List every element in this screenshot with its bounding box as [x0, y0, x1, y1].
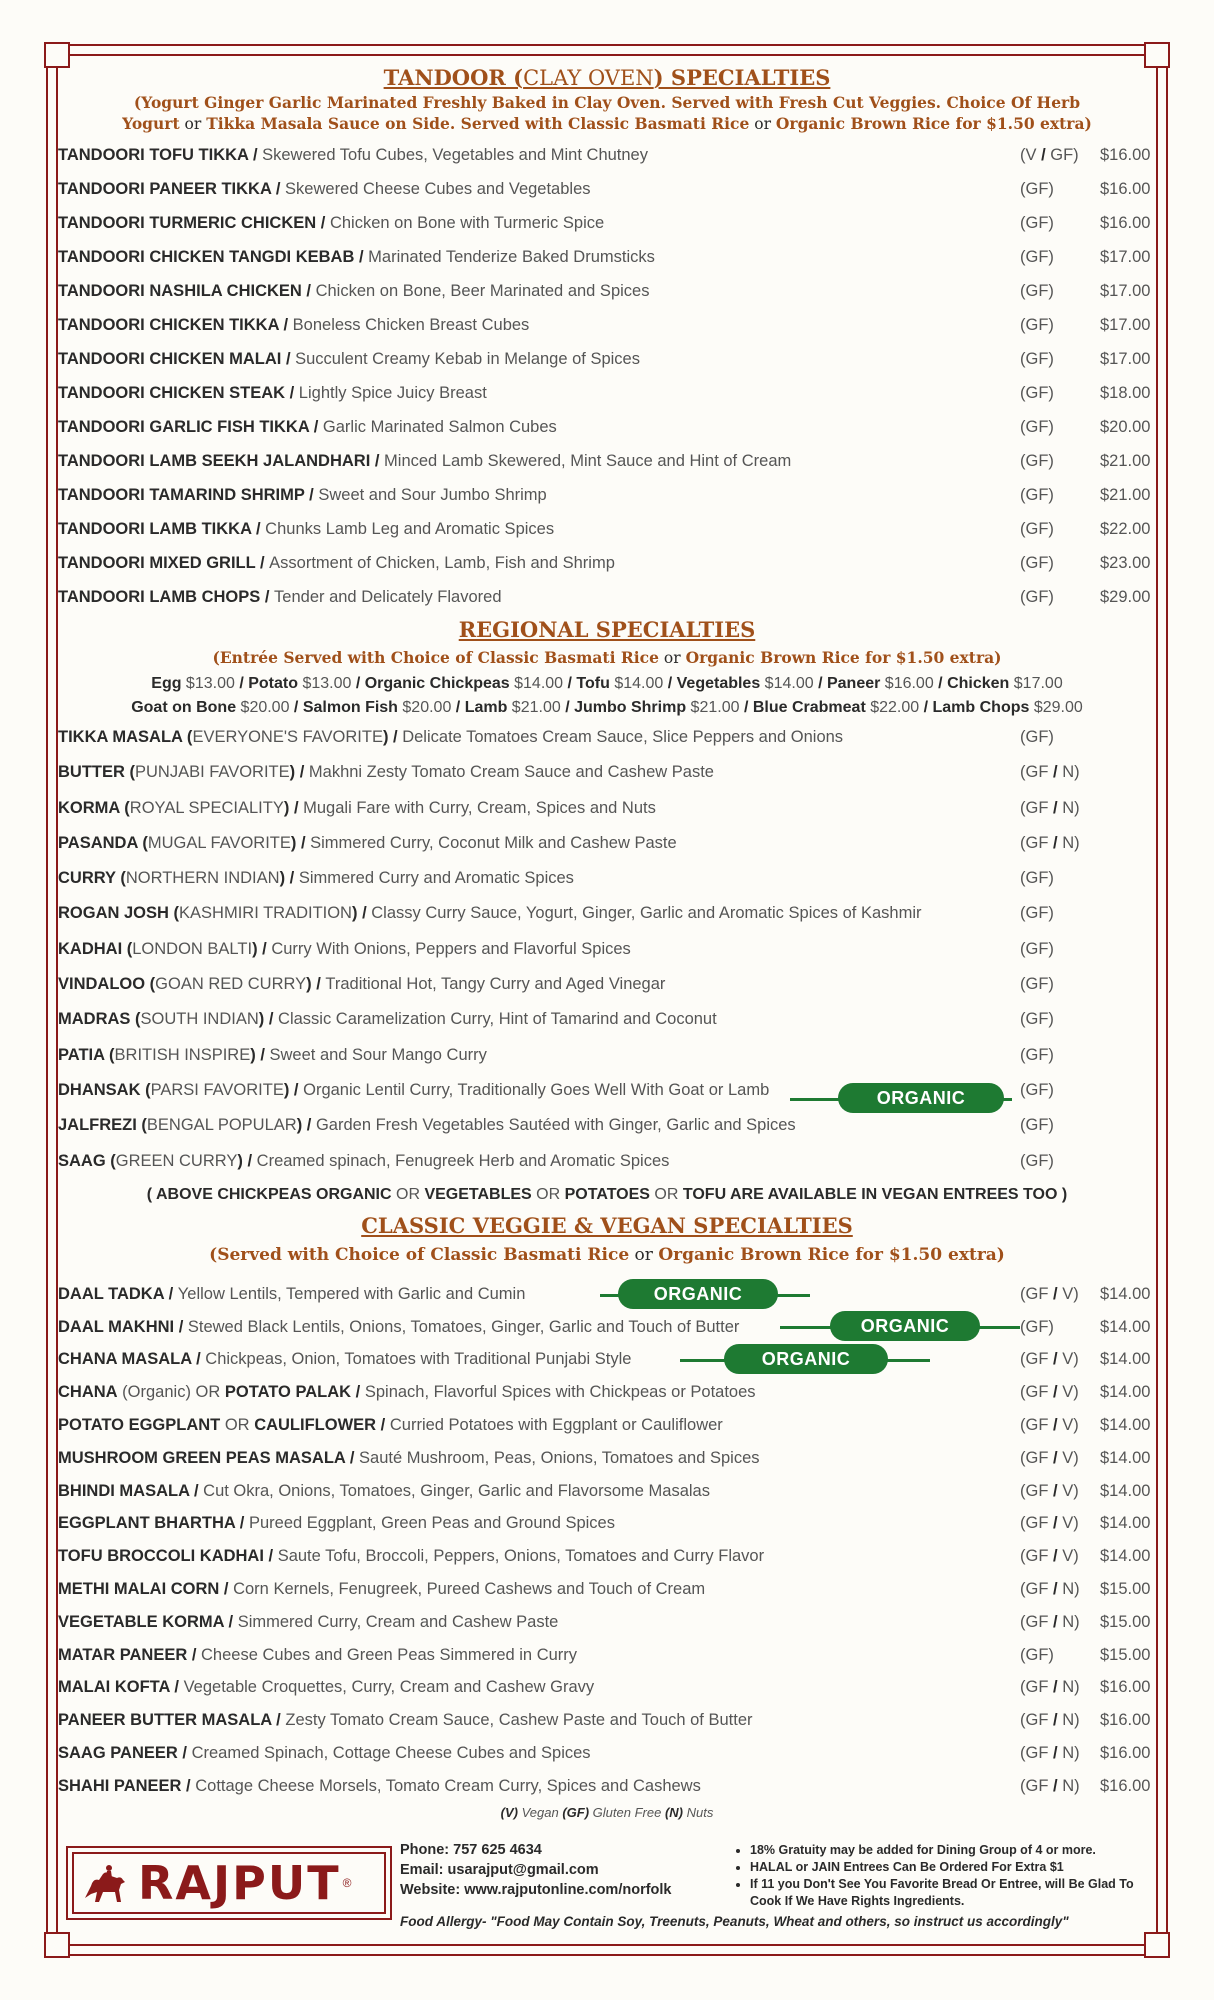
- item-description: Boneless Chicken Breast Cubes: [292, 316, 530, 334]
- diet-tag: (GF): [1020, 520, 1054, 538]
- item-description: Chicken on Bone, Beer Marinated and Spices: [315, 282, 650, 300]
- diet-tag: (GF): [1020, 939, 1054, 958]
- menu-item: MADRAS (SOUTH INDIAN) / Classic Caramelization Curry, Hint of Tamarind and Coconut (GF): [58, 1002, 1156, 1037]
- legend-key: (V): [500, 1804, 518, 1820]
- menu-item: TANDOORI LAMB CHOPS / Tender and Delicately Flavored (GF) $29.00: [58, 580, 1156, 614]
- item-name: MADRAS (: [58, 1010, 141, 1029]
- item-name: VINDALOO (: [58, 975, 156, 994]
- item-price: $17.00: [1100, 316, 1151, 334]
- item-name: KADHAI (: [58, 939, 133, 958]
- item-name: DAAL MAKHNI: [58, 1317, 175, 1336]
- tandoor-title: TANDOOR (CLAY OVEN) SPECIALTIES: [383, 65, 831, 90]
- diet-tag: (GF / V): [1020, 1547, 1079, 1566]
- item-style: ROYAL SPECIALITY: [129, 798, 284, 817]
- policy-notes: [734, 1842, 1154, 1910]
- item-description: Simmered Curry and Aromatic Spices: [298, 869, 574, 888]
- item-description: Spinach, Flavorful Spices with Chickpeas or Potatoes: [364, 1383, 756, 1402]
- item-name: SAAG PANEER: [58, 1744, 178, 1763]
- item-name: PANEER BUTTER MASALA: [58, 1711, 272, 1730]
- regional-subtitle: (Entrée Served with Choice of Classic Basmati Rice or Organic Brown Rice for $1.50 extra): [212, 648, 1002, 667]
- item-description: Mugali Fare with Curry, Cream, Spices and Nuts: [303, 798, 656, 817]
- diet-tag: (GF / N): [1020, 1744, 1080, 1763]
- item-name: MATAR PANEER: [58, 1645, 188, 1664]
- item-style: KASHMIRI TRADITION: [179, 904, 352, 923]
- item-description: Simmered Curry, Cream and Cashew Paste: [237, 1612, 559, 1631]
- protein-price: $20.00: [236, 699, 290, 716]
- item-name: TANDOORI LAMB SEEKH JALANDHARI: [58, 452, 371, 470]
- item-description: Tender and Delicately Flavored: [274, 588, 502, 606]
- note-item: • 18% Gratuity may be added for Dining Group of 4 or more.: [750, 1842, 1154, 1859]
- item-price: $14.00: [1100, 1350, 1151, 1369]
- item-description: Chickpeas, Onion, Tomatoes with Traditional Punjabi Style: [205, 1350, 632, 1369]
- protein-price: $14.00: [609, 675, 664, 692]
- organic-badge: ORGANIC: [838, 1083, 1004, 1113]
- menu-item: TANDOORI TAMARIND SHRIMP / Sweet and Sour Jumbo Shrimp (GF) $21.00: [58, 478, 1156, 512]
- item-name: PATIA (: [58, 1045, 115, 1064]
- diet-tag: (GF): [1020, 214, 1054, 232]
- menu-item: TANDOORI NASHILA CHICKEN / Chicken on Bone, Beer Marinated and Spices (GF) $17.00: [58, 274, 1156, 308]
- diet-tag: (GF / N): [1020, 1776, 1080, 1795]
- diet-tag: (GF): [1020, 350, 1054, 368]
- item-name: JALFREZI (: [58, 1116, 147, 1135]
- menu-item: PASANDA (MUGAL FAVORITE) / Simmered Curry, Coconut Milk and Cashew Paste (GF / N): [58, 826, 1156, 861]
- item-price: $22.00: [1100, 520, 1151, 538]
- item-name: MUSHROOM GREEN PEAS MASALA: [58, 1448, 346, 1467]
- menu-item: PANEER BUTTER MASALA / Zesty Tomato Cream Sauce, Cashew Paste and Touch of Butter (GF / N) $16.00: [58, 1704, 1156, 1737]
- item-description: Cut Okra, Onions, Tomatoes, Ginger, Garlic and Flavorsome Masalas: [203, 1481, 710, 1500]
- item-name: PASANDA (: [58, 833, 148, 852]
- diet-tag: (GF): [1020, 1045, 1054, 1064]
- diet-tag: (GF): [1020, 180, 1054, 198]
- protein-name: Tofu: [576, 675, 610, 692]
- menu-item: DHANSAK (PARSI FAVORITE) / Organic Lentil Curry, Traditionally Goes Well With Goat or Lamb (GF): [58, 1073, 1156, 1108]
- item-description: Creamed Spinach, Cottage Cheese Cubes and Spices: [191, 1744, 591, 1763]
- diet-tag: (GF): [1020, 418, 1054, 436]
- item-price: $16.00: [1100, 214, 1151, 232]
- item-price: $14.00: [1100, 1317, 1151, 1336]
- item-price: $14.00: [1100, 1514, 1151, 1533]
- diet-tag: (GF): [1020, 452, 1054, 470]
- item-style: NORTHERN INDIAN: [125, 869, 280, 888]
- protein-name: Goat on Bone: [131, 699, 237, 716]
- menu-item: METHI MALAI CORN / Corn Kernels, Fenugreek, Pureed Cashews and Touch of Cream (GF / N) $15.00: [58, 1573, 1156, 1606]
- tandoor-subtitle: (Yogurt Ginger Garlic Marinated Freshly Baked in Clay Oven. Served with Fresh Cut Veggies. Choice Of Herb Yogurt or Tikka Masala Sauce on Side. Served with Classic Basmati Rice or Organic Brown Rice for $1.50 extra): [122, 93, 1092, 133]
- item-description: Skewered Tofu Cubes, Vegetables and Mint Chutney: [262, 146, 648, 164]
- item-description: Minced Lamb Skewered, Mint Sauce and Hint of Cream: [384, 452, 792, 470]
- menu-item: VINDALOO (GOAN RED CURRY) / Traditional Hot, Tangy Curry and Aged Vinegar (GF): [58, 967, 1156, 1002]
- item-name: EGGPLANT BHARTHA: [58, 1514, 236, 1533]
- menu-item: MUSHROOM GREEN PEAS MASALA / Sauté Mushroom, Peas, Onions, Tomatoes and Spices (GF / V) $14.00: [58, 1442, 1156, 1475]
- item-name: TANDOORI CHICKEN STEAK: [58, 384, 286, 402]
- item-name: TANDOORI CHICKEN TIKKA: [58, 316, 279, 334]
- protein-prices-line-1: Egg $13.00 / Potato $13.00 / Organic Chickpeas $14.00 / Tofu $14.00 / Vegetables $14.00 / Paneer $16.00 / Chicken $17.00: [151, 675, 1063, 692]
- item-name: TANDOORI LAMB CHOPS: [58, 588, 261, 606]
- note-item: • HALAL or JAIN Entrees Can Be Ordered For Extra $1: [750, 1859, 1154, 1876]
- item-name: TIKKA MASALA (: [58, 728, 193, 746]
- item-description: Yellow Lentils, Tempered with Garlic and Cumin: [177, 1284, 526, 1303]
- item-description: Cheese Cubes and Green Peas Simmered in Curry: [201, 1645, 578, 1664]
- protein-name: Organic Chickpeas: [364, 675, 510, 692]
- item-price: $16.00: [1100, 1678, 1151, 1697]
- diet-tag: (GF / V): [1020, 1350, 1079, 1369]
- diet-tag: (GF / N): [1020, 763, 1080, 782]
- diet-tag: (GF / V): [1020, 1514, 1079, 1533]
- logo-wordmark: RAJPUT: [138, 1856, 341, 1910]
- regional-section: [58, 616, 1156, 1207]
- item-name: CHANA MASALA: [58, 1350, 192, 1369]
- item-description: Chicken on Bone with Turmeric Spice: [329, 214, 605, 232]
- item-price: $21.00: [1100, 486, 1151, 504]
- registered-mark: ®: [342, 1876, 352, 1890]
- veggie-section: [58, 1212, 1156, 1823]
- menu-item: SAAG (GREEN CURRY) / Creamed spinach, Fenugreek Herb and Aromatic Spices (GF): [58, 1144, 1156, 1179]
- diet-tag: (GF): [1020, 316, 1054, 334]
- menu-item: BUTTER (PUNJABI FAVORITE) / Makhni Zesty Tomato Cream Sauce and Cashew Paste (GF / N): [58, 755, 1156, 790]
- menu-item: TANDOORI TURMERIC CHICKEN / Chicken on Bone with Turmeric Spice (GF) $16.00: [58, 206, 1156, 240]
- item-price: $16.00: [1100, 180, 1151, 198]
- menu-item: POTATO EGGPLANT OR CAULIFLOWER / Curried Potatoes with Eggplant or Cauliflower (GF / V) $14.00: [58, 1409, 1156, 1442]
- item-description: Classy Curry Sauce, Yogurt, Ginger, Garlic and Aromatic Spices of Kashmir: [371, 904, 922, 923]
- protein-price: $16.00: [880, 675, 934, 692]
- diet-tag: (GF / N): [1020, 1580, 1080, 1599]
- menu-item: BHINDI MASALA / Cut Okra, Onions, Tomatoes, Ginger, Garlic and Flavorsome Masalas (GF / V) $14.00: [58, 1475, 1156, 1508]
- protein-price: $13.00: [298, 675, 352, 692]
- phone[interactable]: Phone: 757 625 4634: [400, 1842, 542, 1858]
- item-name: TANDOORI NASHILA CHICKEN: [58, 282, 302, 300]
- vegan-availability-note: ( ABOVE CHICKPEAS ORGANIC OR VEGETABLES OR POTATOES OR TOFU ARE AVAILABLE IN VEGAN ENTREES TOO ): [146, 1185, 1068, 1203]
- menu-content: [58, 64, 1156, 1823]
- item-style: GREEN CURRY: [115, 1151, 238, 1170]
- protein-name: Potato: [248, 675, 298, 692]
- protein-name: Jumbo Shrimp: [574, 699, 687, 716]
- diet-tag: (GF): [1020, 1080, 1054, 1099]
- menu-item: SHAHI PANEER / Cottage Cheese Morsels, Tomato Cream Curry, Spices and Cashews (GF / N) $16.00: [58, 1770, 1156, 1803]
- protein-price: $22.00: [865, 699, 920, 716]
- regional-title: REGIONAL SPECIALTIES: [458, 617, 756, 642]
- protein-price: $20.00: [397, 699, 452, 716]
- item-description: Classic Caramelization Curry, Hint of Tamarind and Coconut: [278, 1010, 717, 1029]
- diet-tag: (GF / N): [1020, 833, 1080, 852]
- protein-name: Paneer: [826, 675, 881, 692]
- item-name: TOFU BROCCOLI KADHAI: [58, 1547, 264, 1566]
- menu-item: CHANA (Organic) OR POTATO PALAK / Spinach, Flavorful Spices with Chickpeas or Potatoes (GF / V) $14.00: [58, 1376, 1156, 1409]
- menu-item: TANDOORI GARLIC FISH TIKKA / Garlic Marinated Salmon Cubes (GF) $20.00: [58, 410, 1156, 444]
- diet-tag: (GF / N): [1020, 1612, 1080, 1631]
- item-price: $17.00: [1100, 282, 1151, 300]
- protein-name: Blue Crabmeat: [752, 699, 866, 716]
- email[interactable]: Email: usarajput@gmail.com: [400, 1862, 599, 1878]
- menu-item: EGGPLANT BHARTHA / Pureed Eggplant, Green Peas and Ground Spices (GF / V) $14.00: [58, 1507, 1156, 1540]
- diet-tag: (GF): [1020, 384, 1054, 402]
- item-price: $16.00: [1100, 1711, 1151, 1730]
- item-description: Garden Fresh Vegetables Sautéed with Ginger, Garlic and Spices: [315, 1116, 796, 1135]
- diet-tag: (GF): [1020, 248, 1054, 266]
- diet-tag: (GF): [1020, 554, 1054, 572]
- item-price: $14.00: [1100, 1416, 1151, 1435]
- menu-item: TANDOORI TOFU TIKKA / Skewered Tofu Cubes, Vegetables and Mint Chutney (V / GF) $16.00: [58, 138, 1156, 172]
- diet-tag: (GF / V): [1020, 1383, 1079, 1402]
- item-description: Garlic Marinated Salmon Cubes: [322, 418, 557, 436]
- diet-tag: (GF): [1020, 904, 1054, 923]
- menu-item: PATIA (BRITISH INSPIRE) / Sweet and Sour Mango Curry (GF): [58, 1038, 1156, 1073]
- menu-item: JALFREZI (BENGAL POPULAR) / Garden Fresh Vegetables Sautéed with Ginger, Garlic and Spices (GF): [58, 1108, 1156, 1143]
- item-description: Chunks Lamb Leg and Aromatic Spices: [265, 520, 555, 538]
- item-description: Sauté Mushroom, Peas, Onions, Tomatoes and Spices: [359, 1448, 760, 1467]
- item-style: EVERYONE'S FAVORITE: [192, 728, 383, 746]
- menu-item: DAAL TADKA / Yellow Lentils, Tempered with Garlic and Cumin (GF / V) $14.00: [58, 1278, 1156, 1311]
- item-name: CAULIFLOWER: [254, 1416, 377, 1435]
- veggie-subtitle: (Served with Choice of Classic Basmati Rice or Organic Brown Rice for $1.50 extra): [209, 1244, 1005, 1265]
- diet-tag: (GF / V): [1020, 1284, 1079, 1303]
- menu-item: TANDOORI CHICKEN MALAI / Succulent Creamy Kebab in Melange of Spices (GF) $17.00: [58, 342, 1156, 376]
- item-style: PARSI FAVORITE: [150, 1080, 284, 1099]
- item-description: Pureed Eggplant, Green Peas and Ground Spices: [248, 1514, 615, 1533]
- diet-tag: (GF / V): [1020, 1416, 1079, 1435]
- menu-item: TIKKA MASALA (EVERYONE'S FAVORITE) / Delicate Tomatoes Cream Sauce, Slice Peppers and Onions (GF): [58, 720, 1156, 755]
- diet-tag: (GF): [1020, 1317, 1054, 1336]
- diet-tag: (GF): [1020, 1010, 1054, 1029]
- menu-item: KORMA (ROYAL SPECIALITY) / Mugali Fare with Curry, Cream, Spices and Nuts (GF / N): [58, 791, 1156, 826]
- item-price: $14.00: [1100, 1547, 1151, 1566]
- item-name: TANDOORI TURMERIC CHICKEN: [58, 214, 317, 232]
- item-style: BENGAL POPULAR: [146, 1116, 297, 1135]
- item-description: Lightly Spice Juicy Breast: [298, 384, 487, 402]
- item-style: BRITISH INSPIRE: [114, 1045, 251, 1064]
- item-description: Cottage Cheese Morsels, Tomato Cream Curry, Spices and Cashews: [195, 1776, 701, 1795]
- menu-item: TANDOORI LAMB TIKKA / Chunks Lamb Leg and Aromatic Spices (GF) $22.00: [58, 512, 1156, 546]
- menu-item: TANDOORI PANEER TIKKA / Skewered Cheese Cubes and Vegetables (GF) $16.00: [58, 172, 1156, 206]
- tandoor-list: [58, 138, 1156, 614]
- protein-name: Lamb: [464, 699, 508, 716]
- menu-item: TOFU BROCCOLI KADHAI / Saute Tofu, Broccoli, Peppers, Onions, Tomatoes and Curry Flavor (GF / V) $14.00: [58, 1540, 1156, 1573]
- item-description: Creamed spinach, Fenugreek Herb and Aromatic Spices: [256, 1151, 670, 1170]
- item-price: $16.00: [1100, 1776, 1151, 1795]
- menu-item: VEGETABLE KORMA / Simmered Curry, Cream and Cashew Paste (GF / N) $15.00: [58, 1606, 1156, 1639]
- item-price: $21.00: [1100, 452, 1151, 470]
- footer: [66, 1840, 1156, 1936]
- item-style: GOAN RED CURRY: [155, 975, 307, 994]
- menu-item: TANDOORI LAMB SEEKH JALANDHARI / Minced Lamb Skewered, Mint Sauce and Hint of Cream (GF) $21.00: [58, 444, 1156, 478]
- protein-price: $21.00: [507, 699, 561, 716]
- item-name: MALAI KOFTA: [58, 1678, 170, 1697]
- menu-item: CURRY (NORTHERN INDIAN) / Simmered Curry and Aromatic Spices (GF): [58, 861, 1156, 896]
- organic-badge: ORGANIC: [724, 1344, 888, 1374]
- item-name: TANDOORI TOFU TIKKA: [58, 146, 249, 164]
- item-name: TANDOORI TAMARIND SHRIMP: [58, 486, 305, 504]
- diet-tag: (V / GF): [1020, 146, 1079, 164]
- item-name: VEGETABLE KORMA: [58, 1612, 224, 1631]
- organic-badge: ORGANIC: [618, 1279, 778, 1309]
- legend-key: (N): [664, 1804, 683, 1820]
- menu-item: SAAG PANEER / Creamed Spinach, Cottage Cheese Cubes and Spices (GF / N) $16.00: [58, 1737, 1156, 1770]
- item-name: POTATO EGGPLANT: [58, 1416, 221, 1435]
- rajput-logo: [66, 1846, 392, 1920]
- diet-tag: (GF / N): [1020, 798, 1080, 817]
- item-name: TANDOORI CHICKEN TANGDI KEBAB: [58, 248, 355, 266]
- item-name: BHINDI MASALA: [58, 1481, 190, 1500]
- menu-item: TANDOORI MIXED GRILL / Assortment of Chicken, Lamb, Fish and Shrimp (GF) $23.00: [58, 546, 1156, 580]
- item-style: MUGAL FAVORITE: [147, 833, 291, 852]
- diet-tag: (GF): [1020, 282, 1054, 300]
- diet-legend: (V) Vegan (GF) Gluten Free (N) Nuts: [500, 1804, 714, 1820]
- item-description: Zesty Tomato Cream Sauce, Cashew Paste and Touch of Butter: [285, 1711, 753, 1730]
- item-style: SOUTH INDIAN: [140, 1010, 259, 1029]
- item-description: Delicate Tomatoes Cream Sauce, Slice Peppers and Onions: [402, 728, 844, 746]
- menu-item: TANDOORI CHICKEN STEAK / Lightly Spice Juicy Breast (GF) $18.00: [58, 376, 1156, 410]
- item-price: $14.00: [1100, 1448, 1151, 1467]
- diet-tag: (GF): [1020, 869, 1054, 888]
- item-description: Traditional Hot, Tangy Curry and Aged Vinegar: [325, 975, 666, 994]
- item-name: TANDOORI LAMB TIKKA: [58, 520, 252, 538]
- item-name: TANDOORI MIXED GRILL: [58, 554, 256, 572]
- item-description: Succulent Creamy Kebab in Melange of Spices: [295, 350, 640, 368]
- item-price: $15.00: [1100, 1612, 1151, 1631]
- tandoor-section: [58, 64, 1156, 614]
- diet-tag: (GF): [1020, 486, 1054, 504]
- diet-tag: (GF / V): [1020, 1481, 1079, 1500]
- protein-price: $17.00: [1009, 675, 1063, 692]
- item-price: $17.00: [1100, 350, 1151, 368]
- item-name: CURRY (: [58, 869, 126, 888]
- item-price: $16.00: [1100, 1744, 1151, 1763]
- contact-info: [400, 1840, 672, 1900]
- diet-tag: (GF / V): [1020, 1448, 1079, 1467]
- item-name: TANDOORI CHICKEN MALAI: [58, 350, 282, 368]
- item-name: DHANSAK (: [58, 1080, 151, 1099]
- diet-tag: (GF): [1020, 1645, 1054, 1664]
- protein-price: $21.00: [686, 699, 740, 716]
- organic-badge: ORGANIC: [830, 1311, 980, 1341]
- item-price: $16.00: [1100, 146, 1151, 164]
- diet-tag: (GF / N): [1020, 1678, 1080, 1697]
- item-description: Vegetable Croquettes, Curry, Cream and Cashew Gravy: [183, 1678, 595, 1697]
- item-description: Marinated Tenderize Baked Drumsticks: [368, 248, 655, 266]
- item-description: Simmered Curry, Coconut Milk and Cashew Paste: [310, 833, 677, 852]
- item-description: Sweet and Sour Jumbo Shrimp: [318, 486, 547, 504]
- diet-tag: (GF): [1020, 588, 1054, 606]
- protein-price: $14.00: [509, 675, 564, 692]
- item-description: Makhni Zesty Tomato Cream Sauce and Cashew Paste: [308, 763, 714, 782]
- item-price: $14.00: [1100, 1481, 1151, 1500]
- menu-item: MATAR PANEER / Cheese Cubes and Green Peas Simmered in Curry (GF) $15.00: [58, 1639, 1156, 1672]
- protein-price: $14.00: [760, 675, 814, 692]
- item-name: TANDOORI PANEER TIKKA: [58, 180, 272, 198]
- item-description: Organic Lentil Curry, Traditionally Goes Well With Goat or Lamb: [303, 1080, 770, 1099]
- veggie-list: [58, 1278, 1156, 1803]
- item-description: Saute Tofu, Broccoli, Peppers, Onions, Tomatoes and Curry Flavor: [277, 1547, 765, 1566]
- diet-tag: (GF): [1020, 1151, 1054, 1170]
- menu-item: TANDOORI CHICKEN TANGDI KEBAB / Marinated Tenderize Baked Drumsticks (GF) $17.00: [58, 240, 1156, 274]
- diet-tag: (GF): [1020, 975, 1054, 994]
- menu-item: ROGAN JOSH (KASHMIRI TRADITION) / Classy Curry Sauce, Yogurt, Ginger, Garlic and Aromatic Spices of Kashmir (GF): [58, 896, 1156, 931]
- menu-item: MALAI KOFTA / Vegetable Croquettes, Curry, Cream and Cashew Gravy (GF / N) $16.00: [58, 1671, 1156, 1704]
- protein-price: $13.00: [181, 675, 235, 692]
- item-price: $17.00: [1100, 248, 1151, 266]
- item-description: Sweet and Sour Mango Curry: [269, 1045, 487, 1064]
- protein-name: Vegetables: [676, 675, 761, 692]
- item-name: CHANA: [58, 1383, 118, 1402]
- item-name: POTATO PALAK: [224, 1383, 352, 1402]
- protein-prices-line-2: Goat on Bone $20.00 / Salmon Fish $20.00 / Lamb $21.00 / Jumbo Shrimp $21.00 / Blue Crabmeat $22.00 / Lamb Chops $29.00: [131, 699, 1083, 716]
- item-price: $20.00: [1100, 418, 1151, 436]
- item-price: $14.00: [1100, 1284, 1151, 1303]
- item-description: Curried Potatoes with Eggplant or Cauliflower: [389, 1416, 723, 1435]
- item-name: KORMA (: [58, 798, 130, 817]
- item-name: METHI MALAI CORN: [58, 1580, 220, 1599]
- item-description: Skewered Cheese Cubes and Vegetables: [285, 180, 591, 198]
- item-name: TANDOORI GARLIC FISH TIKKA: [58, 418, 310, 436]
- legend-key: (GF): [562, 1804, 590, 1820]
- menu-item: CHANA MASALA / Chickpeas, Onion, Tomatoes with Traditional Punjabi Style (GF / V) $14.00: [58, 1343, 1156, 1376]
- note-item: • If 11 you Don't See You Favorite Bread Or Entree, will Be Glad To Cook If We Have Rights Ingredients.: [750, 1876, 1154, 1910]
- diet-tag: (GF): [1020, 728, 1054, 746]
- item-name: SAAG (: [58, 1151, 116, 1170]
- item-description: Curry With Onions, Peppers and Flavorful Spices: [271, 939, 631, 958]
- item-name: BUTTER (: [58, 763, 135, 782]
- item-price: $15.00: [1100, 1645, 1151, 1664]
- camel-rider-icon: [74, 1854, 138, 1912]
- protein-name: Chicken: [947, 675, 1010, 692]
- diet-tag: (GF / N): [1020, 1711, 1080, 1730]
- protein-name: Egg: [151, 675, 182, 692]
- item-name: ROGAN JOSH (: [58, 904, 180, 923]
- menu-item: DAAL MAKHNI / Stewed Black Lentils, Onions, Tomatoes, Ginger, Garlic and Touch of Butter (GF) $14.00: [58, 1311, 1156, 1344]
- item-price: $15.00: [1100, 1580, 1151, 1599]
- item-name: DAAL TADKA: [58, 1284, 165, 1303]
- item-description: Stewed Black Lentils, Onions, Tomatoes, Ginger, Garlic and Touch of Butter: [187, 1317, 740, 1336]
- food-allergy-note: Food Allergy- "Food May Contain Soy, Treenuts, Peanuts, Wheat and others, so instruct us accordingly": [400, 1914, 1069, 1929]
- item-price: $18.00: [1100, 384, 1151, 402]
- protein-name: Salmon Fish: [302, 699, 398, 716]
- menu-item: KADHAI (LONDON BALTI) / Curry With Onions, Peppers and Flavorful Spices (GF): [58, 932, 1156, 967]
- protein-price: $29.00: [1029, 699, 1083, 716]
- item-price: $29.00: [1100, 588, 1151, 606]
- protein-name: Lamb Chops: [932, 699, 1030, 716]
- item-description: Corn Kernels, Fenugreek, Pureed Cashews and Touch of Cream: [233, 1580, 706, 1599]
- menu-item: TANDOORI CHICKEN TIKKA / Boneless Chicken Breast Cubes (GF) $17.00: [58, 308, 1156, 342]
- item-price: $14.00: [1100, 1383, 1151, 1402]
- veggie-title: CLASSIC VEGGIE & VEGAN SPECIALTIES: [361, 1212, 853, 1238]
- diet-tag: (GF): [1020, 1116, 1054, 1135]
- item-price: $23.00: [1100, 554, 1151, 572]
- item-description: Assortment of Chicken, Lamb, Fish and Shrimp: [269, 554, 615, 572]
- item-style: PUNJABI FAVORITE: [135, 763, 290, 782]
- website[interactable]: Website: www.rajputonline.com/norfolk: [400, 1882, 672, 1898]
- item-style: LONDON BALTI: [132, 939, 253, 958]
- item-name: SHAHI PANEER: [58, 1776, 182, 1795]
